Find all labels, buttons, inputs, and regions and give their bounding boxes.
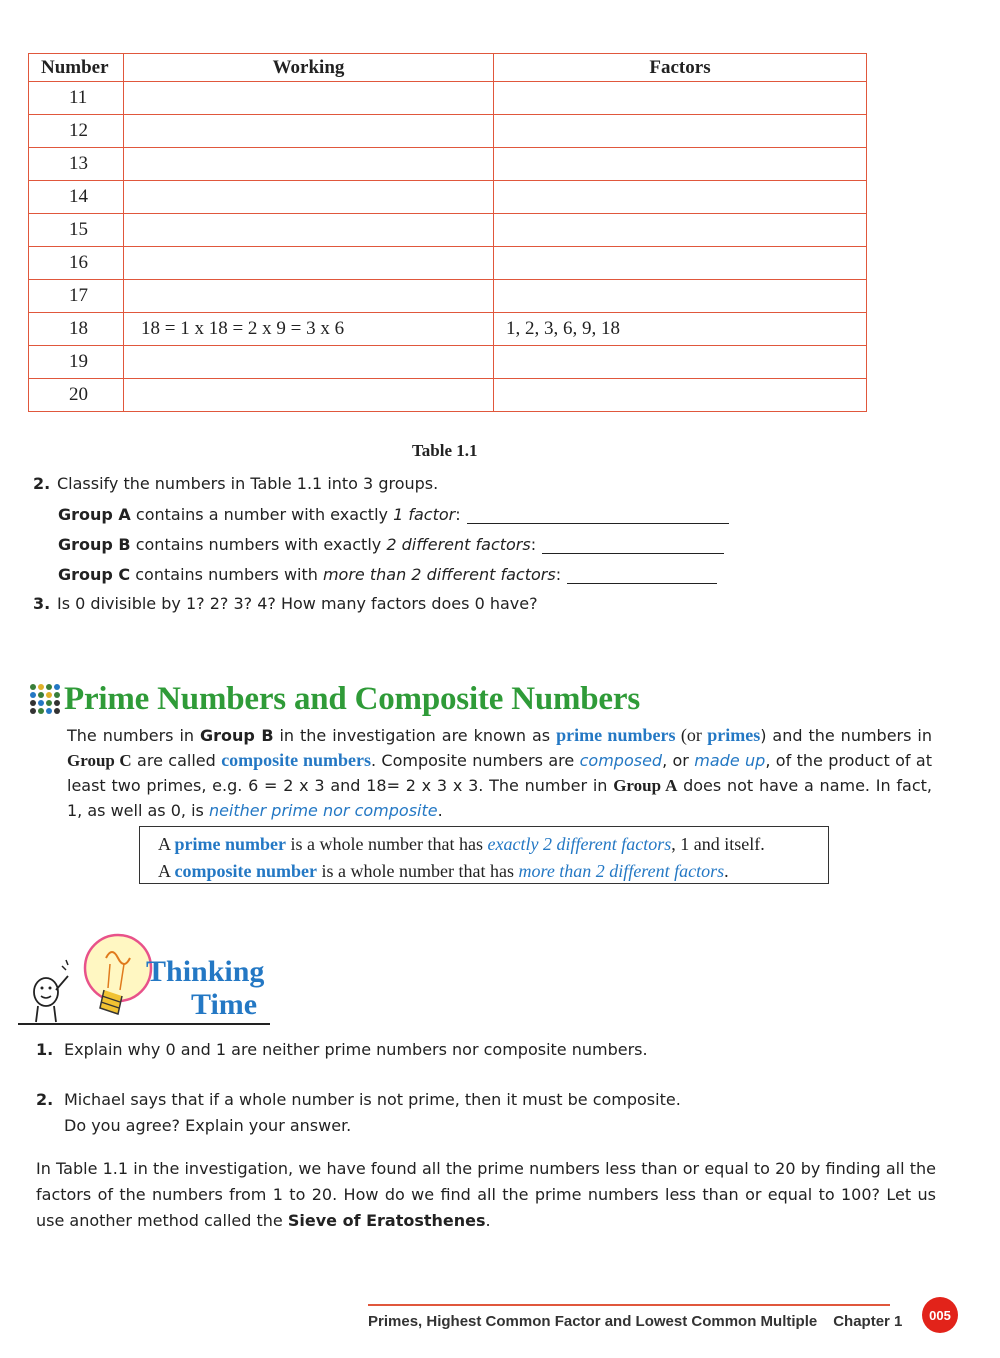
group-c-tail: : <box>555 565 562 584</box>
def-text: . <box>724 861 729 881</box>
group-a-label: Group A <box>58 505 131 524</box>
answer-blank-b[interactable] <box>542 552 724 554</box>
group-c-text: contains numbers with <box>130 565 323 584</box>
para-text: . Composite numbers are <box>370 751 580 770</box>
para-text: in the investigation are known as <box>273 726 557 745</box>
row-number: 20 <box>29 379 124 412</box>
def-term-composite: composite number <box>174 861 318 881</box>
page-number-badge: 005 <box>922 1297 958 1333</box>
closing-tail: . <box>485 1211 491 1230</box>
def-text: , 1 and itself. <box>671 834 765 854</box>
para-text: does not have a name. In fact, 1, as well as 0, is <box>67 776 932 820</box>
term-prime-numbers: prime numbers <box>556 725 676 745</box>
closing-text: In Table 1.1 in the investigation, we have found all the prime numbers less than or equal to 20 by finding all the factors of the numbers from 1 to 20. How do we find all the prime numbers less than or equal to 100? Let us use another method called the <box>36 1159 936 1230</box>
row-number: 18 <box>29 313 124 346</box>
answer-blank-a[interactable] <box>467 522 729 524</box>
item-text: Explain why 0 and 1 are neither prime numbers nor composite numbers. <box>64 1040 648 1059</box>
question-number: 3. <box>33 594 51 613</box>
group-b-line <box>58 535 724 554</box>
group-b-tail: : <box>530 535 537 554</box>
group-c-line <box>58 565 717 584</box>
row-number: 17 <box>29 280 124 313</box>
header-number: Number <box>29 54 124 82</box>
row-factors <box>494 82 867 115</box>
row-working <box>124 247 494 280</box>
question-number: 2. <box>33 474 51 493</box>
section-heading <box>30 676 640 722</box>
row-working <box>124 181 494 214</box>
row-factors <box>494 148 867 181</box>
para-text: , or <box>662 751 695 770</box>
row-number: 11 <box>29 82 124 115</box>
term-neither: neither prime nor composite <box>208 801 438 820</box>
row-working: 18 = 1 x 18 = 2 x 9 = 3 x 6 <box>124 313 494 346</box>
footer <box>368 1313 902 1330</box>
def-em: more than 2 different factors <box>518 861 725 881</box>
term-made-up: made up <box>694 751 766 770</box>
thinking-time-title <box>146 955 286 1021</box>
row-factors: 1, 2, 3, 6, 9, 18 <box>494 313 867 346</box>
table-row <box>29 214 867 247</box>
header-working: Working <box>124 54 494 82</box>
row-factors <box>494 346 867 379</box>
row-working <box>124 148 494 181</box>
term-composite-numbers: composite numbers <box>221 750 371 770</box>
term-primes: primes <box>707 725 761 745</box>
para-text: The numbers in <box>67 726 201 745</box>
row-working <box>124 280 494 313</box>
answer-blank-c[interactable] <box>567 582 717 584</box>
question-text: Is 0 divisible by 1? 2? 3? 4? How many factors does 0 have? <box>57 594 538 613</box>
table-row <box>29 148 867 181</box>
item-number: 1. <box>36 1040 54 1059</box>
table-header-row <box>29 54 867 82</box>
row-factors <box>494 214 867 247</box>
item-text-2: Do you agree? Explain your answer. <box>64 1116 352 1135</box>
table-row <box>29 82 867 115</box>
para-text: , of the product of at least two primes, e.g. 6 = 2 x 3 and 18= 2 x 3 x 3. The number in <box>67 751 933 795</box>
group-a-tail: : <box>455 505 461 524</box>
group-b-em: 2 different factors <box>386 535 531 554</box>
dots-icon <box>30 684 60 714</box>
row-factors <box>494 280 867 313</box>
para-group-c: Group C <box>67 751 132 770</box>
table-row <box>29 247 867 280</box>
section-paragraph <box>67 723 932 823</box>
row-number: 19 <box>29 346 124 379</box>
table-row <box>29 313 867 346</box>
row-working <box>124 82 494 115</box>
thinking-title-line2: Time <box>191 988 258 1021</box>
header-factors: Factors <box>494 54 867 82</box>
def-term-prime: prime number <box>174 834 287 854</box>
table-caption: Table 1.1 <box>412 441 478 460</box>
table-row <box>29 379 867 412</box>
def-text: A <box>158 861 175 881</box>
thinking-item-1 <box>36 1040 648 1059</box>
row-working <box>124 346 494 379</box>
row-factors <box>494 115 867 148</box>
para-text: are called <box>131 751 222 770</box>
thinking-item-2 <box>36 1087 681 1139</box>
group-a-text: contains a number with exactly <box>130 505 394 524</box>
group-b-label: Group B <box>58 535 131 554</box>
group-c-label: Group C <box>58 565 131 584</box>
definition-box <box>139 826 829 884</box>
row-factors <box>494 181 867 214</box>
row-working <box>124 214 494 247</box>
table-row <box>29 346 867 379</box>
table-row <box>29 115 867 148</box>
para-group-b: Group B <box>200 726 274 745</box>
definition-composite <box>158 858 828 885</box>
group-a-line <box>58 505 729 524</box>
closing-bold: Sieve of Eratosthenes <box>287 1211 486 1230</box>
item-number: 2. <box>36 1090 54 1109</box>
row-factors <box>494 247 867 280</box>
para-group-a: Group A <box>613 776 678 795</box>
row-number: 16 <box>29 247 124 280</box>
thinking-title-line1: Thinking <box>146 955 265 988</box>
para-text: . <box>437 801 443 820</box>
factors-table <box>28 53 867 412</box>
row-number: 14 <box>29 181 124 214</box>
item-text: Michael says that if a whole number is not prime, then it must be composite. <box>64 1090 681 1109</box>
definition-prime <box>158 831 828 858</box>
question-2 <box>33 474 438 493</box>
row-number: 13 <box>29 148 124 181</box>
def-text: A <box>158 834 175 854</box>
para-text: (or <box>675 725 708 745</box>
def-em: exactly 2 different factors <box>487 834 672 854</box>
table-row <box>29 181 867 214</box>
question-3 <box>33 594 538 613</box>
row-number: 12 <box>29 115 124 148</box>
para-text: ) and the numbers in <box>760 726 933 745</box>
def-text: is a whole number that has <box>317 861 519 881</box>
closing-paragraph <box>36 1156 936 1234</box>
section-title: Prime Numbers and Composite Numbers <box>64 680 640 717</box>
row-working <box>124 115 494 148</box>
lightbulb-mascot-icon <box>18 930 158 1030</box>
term-composed: composed <box>579 751 663 770</box>
def-text: is a whole number that has <box>286 834 488 854</box>
group-a-em: 1 factor <box>393 505 456 524</box>
row-working <box>124 379 494 412</box>
footer-chapter: Chapter 1 <box>833 1313 903 1330</box>
table-row <box>29 280 867 313</box>
footer-title: Primes, Highest Common Factor and Lowest Common Multiple <box>368 1313 818 1330</box>
question-text: Classify the numbers in Table 1.1 into 3 groups. <box>57 474 439 493</box>
row-factors <box>494 379 867 412</box>
row-number: 15 <box>29 214 124 247</box>
group-c-em: more than 2 different factors <box>322 565 556 584</box>
group-b-text: contains numbers with exactly <box>130 535 387 554</box>
footer-rule <box>368 1304 890 1306</box>
thinking-underline <box>18 1023 270 1025</box>
